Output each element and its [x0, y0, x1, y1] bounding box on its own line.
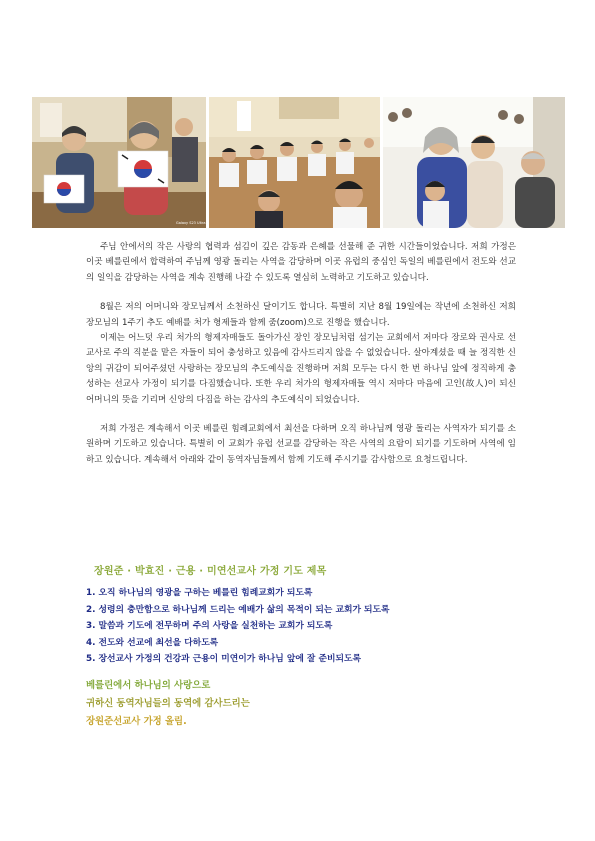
closing-line-2: 귀하신 동역자님들의 동역에 감사드리는: [86, 698, 250, 709]
prayer-section: [86, 562, 526, 668]
closing-line-3: 장원준선교사 가정 올림.: [86, 716, 187, 727]
body-paragraph-2: 8월은 저의 어머니와 장모님께서 소천하신 달이기도 합니다. 특별히 지난 8월 19일에는 작년에 소천하신 저희 장모님의 1주기 추도 예배를 처가 형제들과 함께 줌(zoom)으로 진행을 했습니다.: [86, 302, 516, 328]
body-paragraph-1: 주님 안에서의 작은 사랑의 협력과 섬김이 깊은 감동과 은혜를 선물해 준 귀한 시간들이었습니다. 저희 가정은 이곳 베를린에서 합력하여 주님께 영광 돌리는 사역을 감당하며 이곳 유럽의 중심인 독일의 베를린에서 전도와 선교의 일익을 감당하는 사역을 계속 진행해 나갈 수 있도록 열심히 노력하고 기도하고 있습니다.: [86, 242, 516, 283]
letter-body: [86, 240, 516, 482]
closing-signature: [86, 677, 250, 731]
prayer-item-4: 4. 전도와 선교에 최선을 다하도록: [86, 637, 219, 648]
prayer-item-2: 2. 성령의 충만함으로 하나님께 드리는 예배가 삶의 목적이 되는 교회가 되도록: [86, 604, 390, 615]
photo-children-in-church: [209, 97, 380, 228]
prayer-item-5: 5. 장선교사 가정의 건강과 근용이 미연이가 하나님 앞에 잘 준비되도록: [86, 654, 361, 665]
photo-strip: [32, 97, 565, 228]
prayer-title: 장원준 · 박효진 · 근용 · 미연선교사 가정 기도 제목: [94, 566, 327, 577]
body-paragraph-4: 저희 가정은 계속해서 이곳 베를린 힘례교회에서 최선을 다하며 오직 하나님께 영광 돌리는 사역자가 되기를 소원하며 기도하고 있습니다. 특별히 이 교회가 유럽 선교를 감당하는 작은 사역의 요람이 되기를 기도하며 사역에 임하고 있습니다. 계속해서 아래와 같이 동역자님들께서 함께 기도해 주시기를 감사함으로 요청드립니다.: [86, 424, 516, 465]
prayer-item-1: 1. 오직 하나님의 영광을 구하는 베를린 힘례교회가 되도록: [86, 588, 313, 598]
closing-line-1: 베를린에서 하나님의 사랑으로: [86, 680, 211, 691]
prayer-list: [86, 585, 526, 668]
prayer-item-3: 3. 말씀과 기도에 전무하며 주의 사랑을 실천하는 교회가 되도록: [86, 621, 333, 632]
photo-women-with-flags: [32, 97, 206, 228]
body-paragraph-3: 이제는 어느덧 우리 처가의 형제자매들도 돌아가신 장인 장모님처럼 섬기는 교회에서 저마다 장로와 권사로 선교사로 주의 직분을 맡은 자들이 되어 충성하고 있음에 감사드리지 않을 수 없었습니다. 살아계셨을 때 늘 정직한 신앙의 귀감이 되어주셨던 사랑하는 장모님의 추도예식을 진행하며 저희 모두는 다시 한 번 하나님 앞에 정직하게 충성하는 선교사 가정이 되기를 다짐했습니다. 또한 우리 처가의 형제자매들 역시 저마다 마음에 고인(故人)이 되신 어머니의 뜻을 기리며 신앙의 다짐을 하는 감사의 추도예식이 되었습니다.: [86, 333, 516, 405]
svg-text:Galaxy S23 Ultra: Galaxy S23 Ultra: [176, 221, 206, 225]
photo-embrace: [383, 97, 565, 228]
